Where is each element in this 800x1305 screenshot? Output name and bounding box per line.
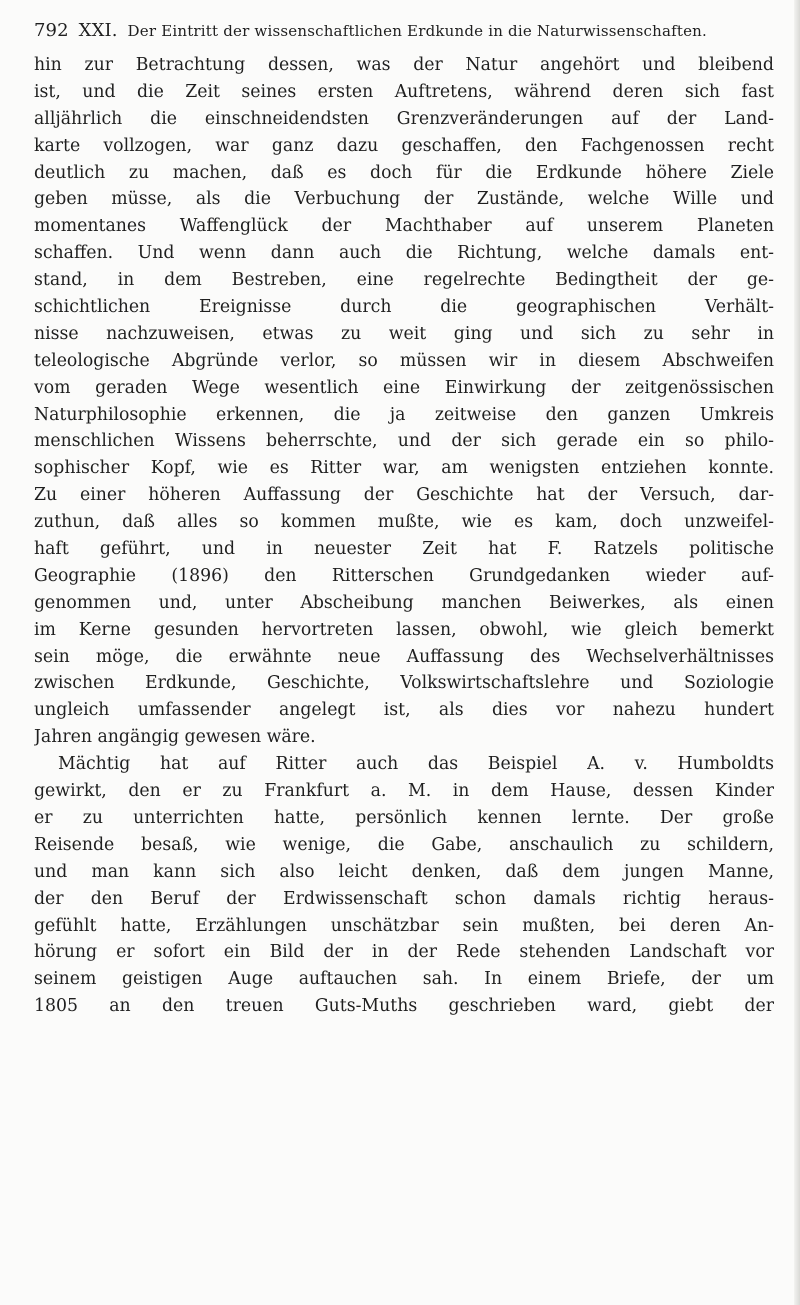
text-line: ungleich umfassender angelegt ist, als dies vor nahezu hundert xyxy=(34,700,774,721)
text-line: haft geführt, und in neuester Zeit hat F. Ratzels politische xyxy=(34,539,774,560)
text-line: geben müsse, als die Verbuchung der Zustände, welche Wille und xyxy=(34,189,774,210)
text-line: Reisende besaß, wie wenige, die Gabe, anschaulich zu schildern, xyxy=(34,834,774,855)
text-line: hörung er sofort ein Bild der in der Rede stehenden Landschaft vor xyxy=(34,942,774,963)
text-line: im Kerne gesunden hervortreten lassen, obwohl, wie gleich bemerkt xyxy=(34,619,774,640)
chapter-number: XXI. xyxy=(78,20,118,41)
text-line: er zu unterrichten hatte, persönlich kennen lernte. Der große xyxy=(34,807,774,828)
page-edge-shadow xyxy=(794,0,800,1305)
text-line: zwischen Erdkunde, Geschichte, Volkswirtschaftslehre und Soziologie xyxy=(34,673,774,694)
text-line: hin zur Betrachtung dessen, was der Natur angehört und bleibend xyxy=(34,55,774,75)
text-line: 1805 an den treuen Guts-Muths geschrieben ward, giebt der xyxy=(34,996,774,1017)
text-line: alljährlich die einschneidendsten Grenzveränderungen auf der Land- xyxy=(34,108,774,129)
text-line: zuthun, daß alles so kommen mußte, wie es kam, doch unzweifel- xyxy=(34,512,774,533)
text-line: schaffen. Und wenn dann auch die Richtung, welche damals ent- xyxy=(34,243,774,264)
text-line: stand, in dem Bestreben, eine regelrechte Bedingtheit der ge- xyxy=(34,270,774,291)
text-line: sophischer Kopf, wie es Ritter war, am wenigsten entziehen konnte. xyxy=(34,458,774,479)
text-line: menschlichen Wissens beherrschte, und der sich gerade ein so philo- xyxy=(34,431,774,452)
text-line: genommen und, unter Abscheibung manchen Beiwerkes, als einen xyxy=(34,592,774,613)
page-number: 792 xyxy=(34,20,69,41)
text-line: und man kann sich also leicht denken, daß dem jungen Manne, xyxy=(34,861,774,882)
body-text xyxy=(34,52,774,1020)
paragraph-first-line: Mächtig hat auf Ritter auch das Beispiel A. v. Humboldts xyxy=(58,754,774,775)
text-line: teleologische Abgründe verlor, so müssen wir in diesem Abschweifen xyxy=(34,350,774,371)
text-line: der den Beruf der Erdwissenschaft schon damals richtig heraus- xyxy=(34,888,774,909)
text-line: gefühlt hatte, Erzählungen unschätzbar sein mußten, bei deren An- xyxy=(34,915,774,936)
text-line: ist, und die Zeit seines ersten Auftretens, während deren sich fast xyxy=(34,81,774,102)
text-line: vom geraden Wege wesentlich eine Einwirkung der zeitgenössischen xyxy=(34,377,774,398)
text-line: deutlich zu machen, daß es doch für die Erdkunde höhere Ziele xyxy=(34,162,774,183)
text-line: Naturphilosophie erkennen, die ja zeitweise den ganzen Umkreis xyxy=(34,404,774,425)
text-line: momentanes Waffenglück der Machthaber auf unserem Planeten xyxy=(34,216,774,237)
text-line: schichtlichen Ereignisse durch die geographischen Verhält- xyxy=(34,297,774,318)
text-line: seinem geistigen Auge auftauchen sah. In einem Briefe, der um xyxy=(34,969,774,990)
text-line: karte vollzogen, war ganz dazu geschaffen, den Fachgenossen recht xyxy=(34,135,774,156)
running-header xyxy=(34,20,794,48)
text-line: gewirkt, den er zu Frankfurt a. M. in dem Hause, dessen Kinder xyxy=(34,781,774,802)
text-line: sein möge, die erwähnte neue Auffassung des Wechselverhältnisses xyxy=(34,646,774,667)
text-line: Geographie (1896) den Ritterschen Grundgedanken wieder auf- xyxy=(34,565,774,586)
text-line: nisse nachzuweisen, etwas zu weit ging und sich zu sehr in xyxy=(34,323,774,344)
text-line: Zu einer höheren Auffassung der Geschichte hat der Versuch, dar- xyxy=(34,485,774,506)
running-title: Der Eintritt der wissenschaftlichen Erdkunde in die Naturwissenschaften. xyxy=(127,22,707,40)
paragraph-last-line: Jahren angängig gewesen wäre. xyxy=(34,727,316,748)
